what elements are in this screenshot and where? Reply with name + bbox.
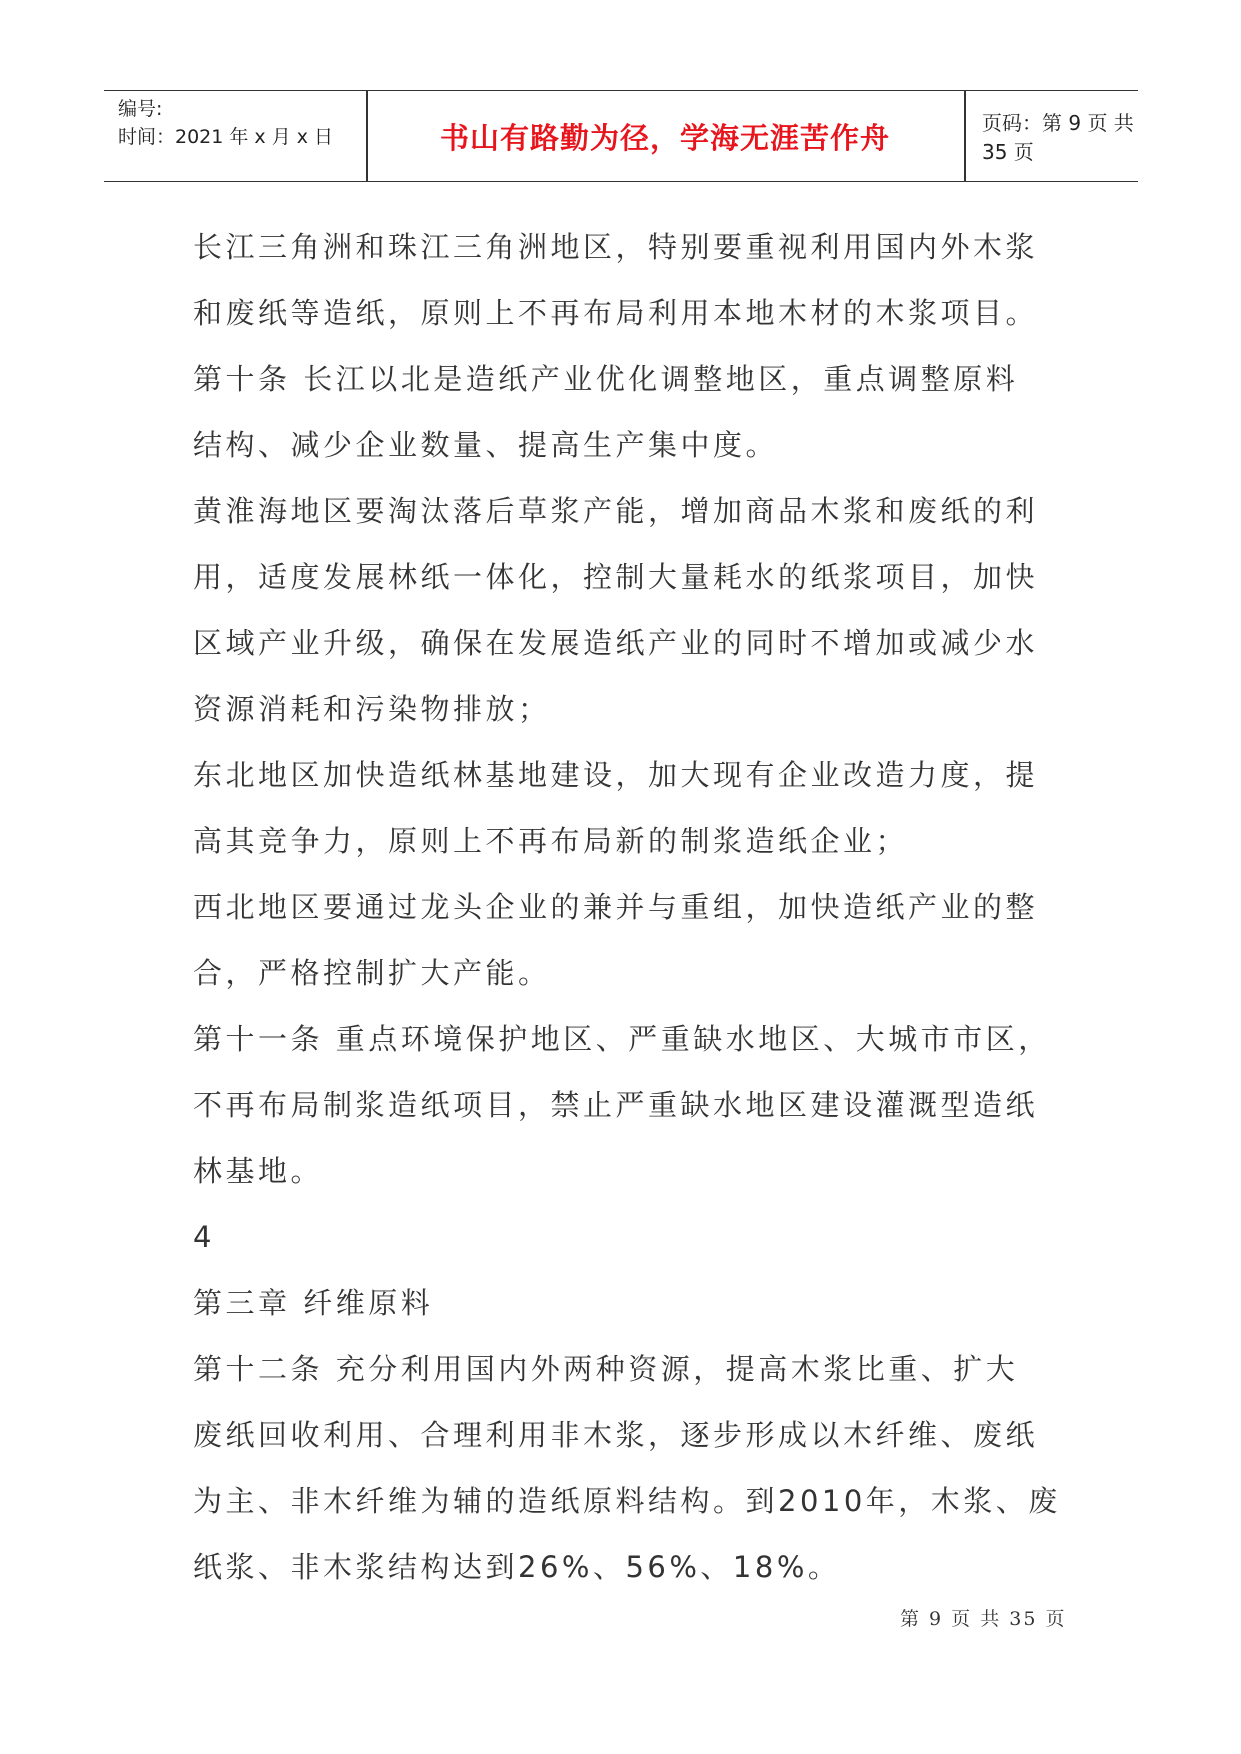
- body-line: 为主、非木纤维为辅的造纸原料结构。到2010年，木浆、废: [193, 1484, 1061, 1518]
- body-line: 资源消耗和污染物排放；: [193, 692, 551, 726]
- body-line: 第十条 长江以北是造纸产业优化调整地区，重点调整原料: [193, 362, 1019, 396]
- body-line: 长江三角洲和珠江三角洲地区，特别要重视利用国内外木浆: [193, 230, 1039, 264]
- body-line: 合，严格控制扩大产能。: [193, 956, 551, 990]
- body-line: 第十一条 重点环境保护地区、严重缺水地区、大城市市区，: [193, 1022, 1051, 1056]
- header-meta: [118, 95, 333, 151]
- document-body: [193, 214, 1073, 1600]
- header-motto: 书山有路勤为径，学海无涯苦作舟: [439, 120, 890, 155]
- document-number-label: 编号:: [118, 98, 163, 120]
- body-line: 林基地。: [193, 1154, 324, 1188]
- body-line: 用，适度发展林纸一体化，控制大量耗水的纸浆项目，加快: [193, 560, 1039, 594]
- body-line: 结构、减少企业数量、提高生产集中度。: [193, 428, 779, 462]
- body-line: 废纸回收利用、合理利用非木浆，逐步形成以木纤维、废纸: [193, 1418, 1039, 1452]
- header-divider-right: [964, 91, 966, 181]
- page-footer: 第 9 页 共 35 页: [900, 1608, 1067, 1630]
- body-line: 区域产业升级，确保在发展造纸产业的同时不增加或减少水: [193, 626, 1039, 660]
- chapter-heading: 第三章 纤维原料: [193, 1286, 434, 1320]
- body-line: 东北地区加快造纸林基地建设，加大现有企业改造力度，提: [193, 758, 1039, 792]
- page-break-number: 4: [193, 1220, 215, 1254]
- body-line: 和废纸等造纸，原则上不再布局利用本地木材的木浆项目。: [193, 296, 1039, 330]
- page-header: [104, 90, 1138, 182]
- body-line: 纸浆、非木浆结构达到26%、56%、18%。: [193, 1550, 841, 1584]
- body-line: 西北地区要通过龙头企业的兼并与重组，加快造纸产业的整: [193, 890, 1039, 924]
- body-line: 高其竞争力，原则上不再布局新的制浆造纸企业；: [193, 824, 909, 858]
- body-line: 黄淮海地区要淘汰落后草浆产能，增加商品木浆和废纸的利: [193, 494, 1039, 528]
- body-line: 第十二条 充分利用国内外两种资源，提高木浆比重、扩大: [193, 1352, 1019, 1386]
- document-time-label: 时间：2021 年 x 月 x 日: [118, 126, 334, 148]
- body-line: 不再布局制浆造纸项目，禁止严重缺水地区建设灌溉型造纸: [193, 1088, 1039, 1122]
- header-page-code: 页码：第 9 页 共 35 页: [982, 111, 1134, 164]
